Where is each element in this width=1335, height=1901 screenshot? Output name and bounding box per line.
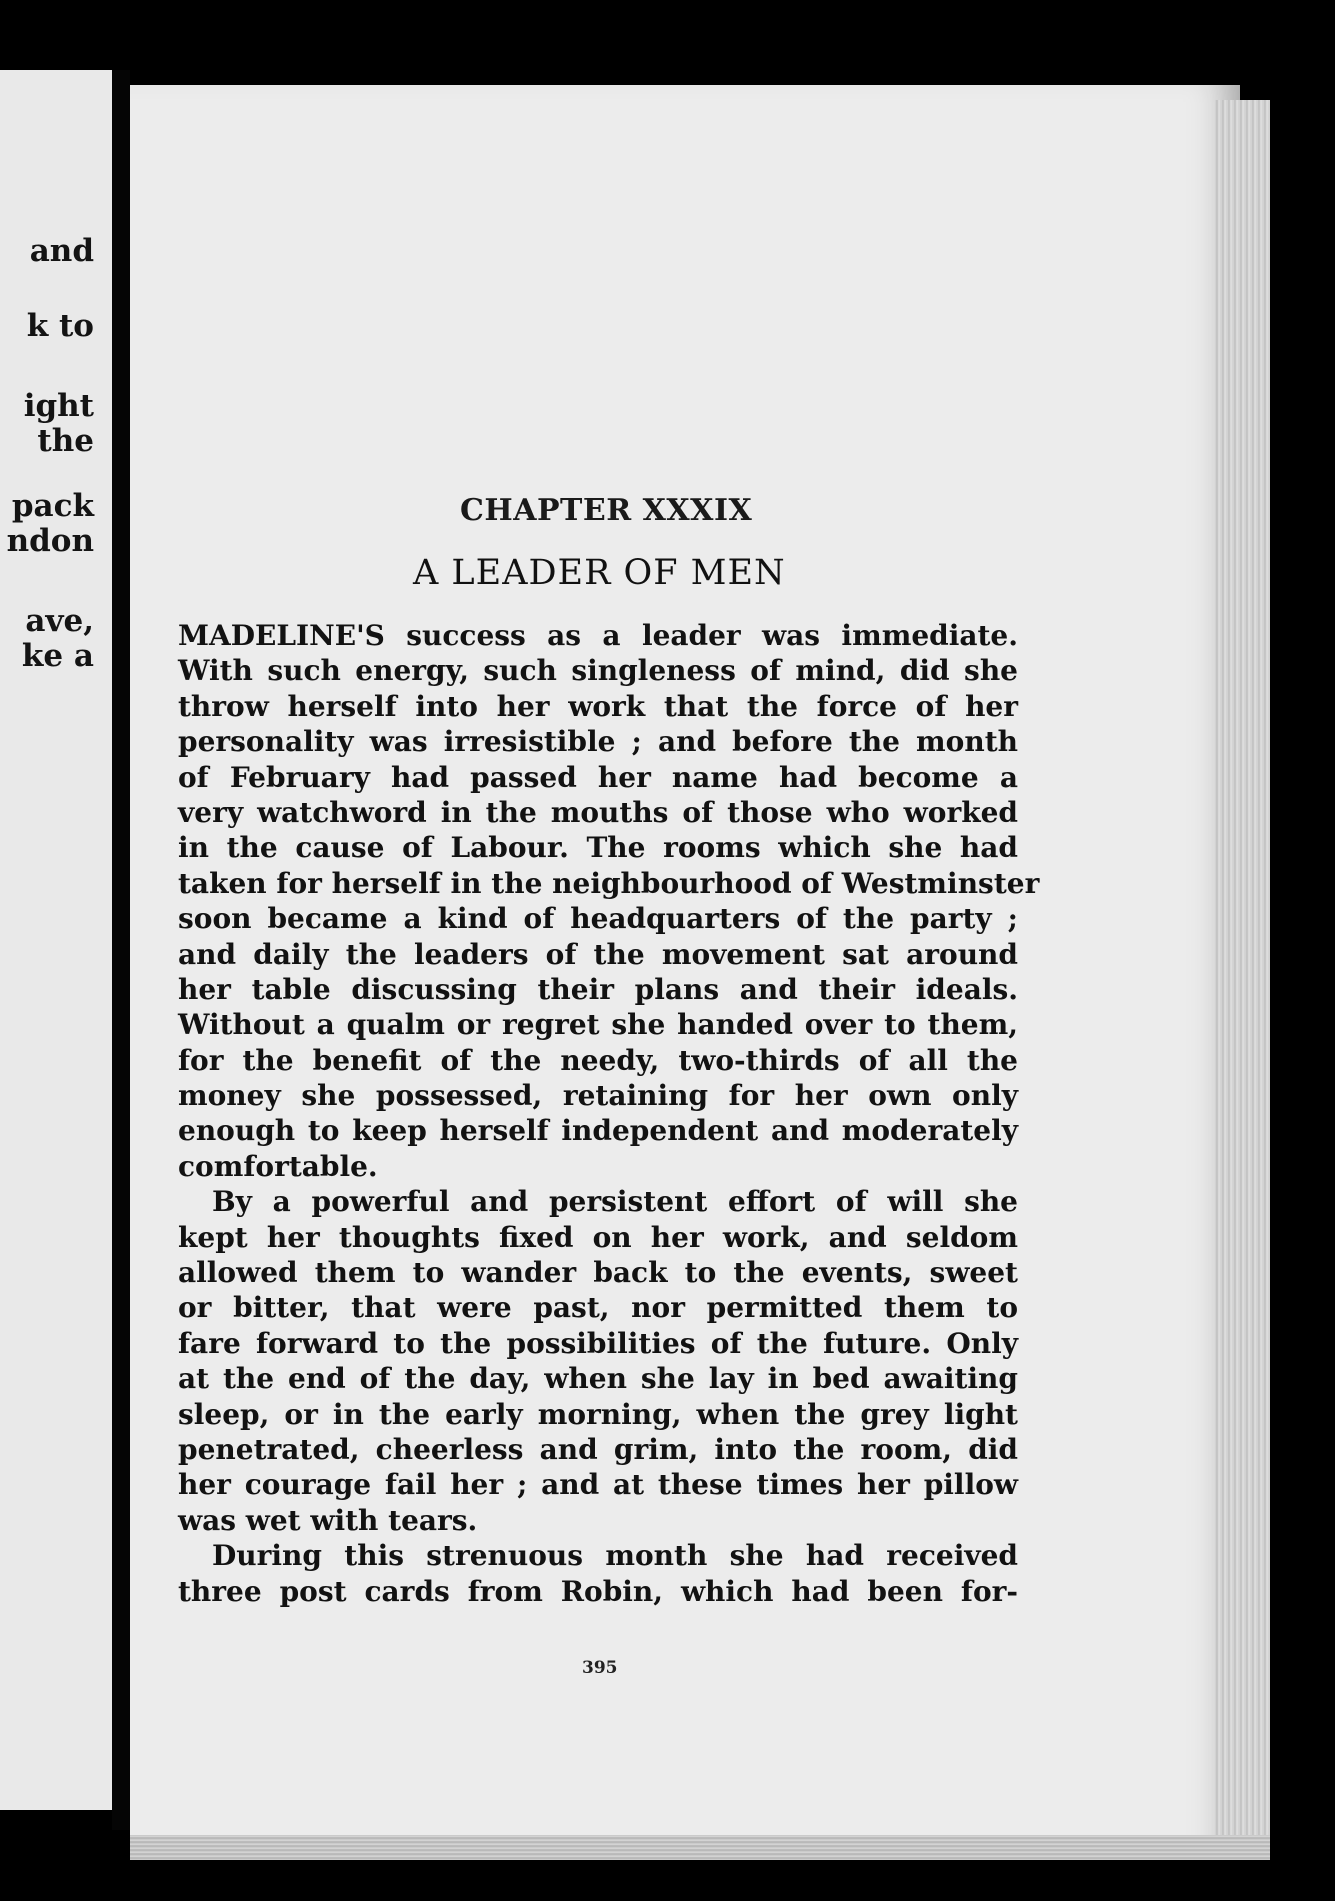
text-line: money she possessed, retaining for her own only (178, 1079, 1018, 1113)
text-line: taken for herself in the neighbourhood of Westminster (178, 866, 1040, 900)
chapter-title: A LEADER OF MEN (413, 553, 786, 593)
text-line: enough to keep herself independent and moderately (178, 1114, 1018, 1148)
text-line: three post cards from Robin, which had been for- (178, 1574, 1018, 1608)
text-line: allowed them to wander back to the events, sweet (178, 1256, 1018, 1290)
text-line: comfortable. (178, 1149, 378, 1183)
previous-page-line: ave, (25, 603, 94, 639)
text-line: for the benefit of the needy, two-thirds of all the (178, 1043, 1018, 1077)
text-line: With such energy, such singleness of mind, did she (178, 654, 1018, 688)
previous-page-fragment (0, 70, 112, 1810)
text-line: very watchword in the mouths of those who worked (178, 795, 1018, 829)
text-line: in the cause of Labour. The rooms which she had (178, 831, 1018, 865)
previous-page-line: pack (11, 488, 94, 524)
text-line: penetrated, cheerless and grim, into the room, did (178, 1432, 1018, 1466)
text-line: throw herself into her work that the force of her (178, 689, 1018, 723)
previous-page-line: ight (23, 388, 94, 424)
text-line: her courage fail her ; and at these times her pillow (178, 1468, 1018, 1502)
chapter-number: CHAPTER XXXIX (460, 493, 753, 528)
chapter-body-text (178, 618, 1040, 1609)
text-line: her table discussing their plans and their ideals. (178, 972, 1018, 1006)
text-line: During this strenuous month she had received (212, 1539, 1018, 1573)
previous-page-line: ndon (6, 523, 94, 559)
text-line: personality was irresistible ; and before the month (178, 725, 1018, 759)
text-line: and daily the leaders of the movement sat around (178, 937, 1018, 971)
page-edges-bottom (130, 1835, 1270, 1860)
text-line: was wet with tears. (178, 1503, 478, 1537)
text-line: or bitter, that were past, nor permitted them to (178, 1291, 1018, 1325)
text-line: of February had passed her name had become a (178, 760, 1018, 794)
previous-page-line: ke a (21, 638, 94, 674)
previous-page-line: k to (26, 308, 94, 344)
book-gutter (112, 70, 130, 1830)
text-line: kept her thoughts fixed on her work, and seldom (178, 1220, 1018, 1254)
previous-page-line: the (37, 423, 94, 459)
text-line: MADELINE'S success as a leader was immediate. (178, 619, 1018, 652)
text-line: soon became a kind of headquarters of the party ; (178, 902, 1018, 936)
text-line: Without a qualm or regret she handed over to them, (178, 1008, 1018, 1042)
page-number: 395 (582, 1658, 618, 1678)
text-line: By a powerful and persistent effort of will she (212, 1185, 1018, 1219)
previous-page-line: and (29, 233, 94, 269)
text-line: fare forward to the possibilities of the future. Only (178, 1326, 1018, 1360)
page-edges-right (1215, 100, 1270, 1840)
text-line: sleep, or in the early morning, when the grey light (178, 1397, 1018, 1431)
text-line: at the end of the day, when she lay in bed awaiting (178, 1362, 1018, 1396)
